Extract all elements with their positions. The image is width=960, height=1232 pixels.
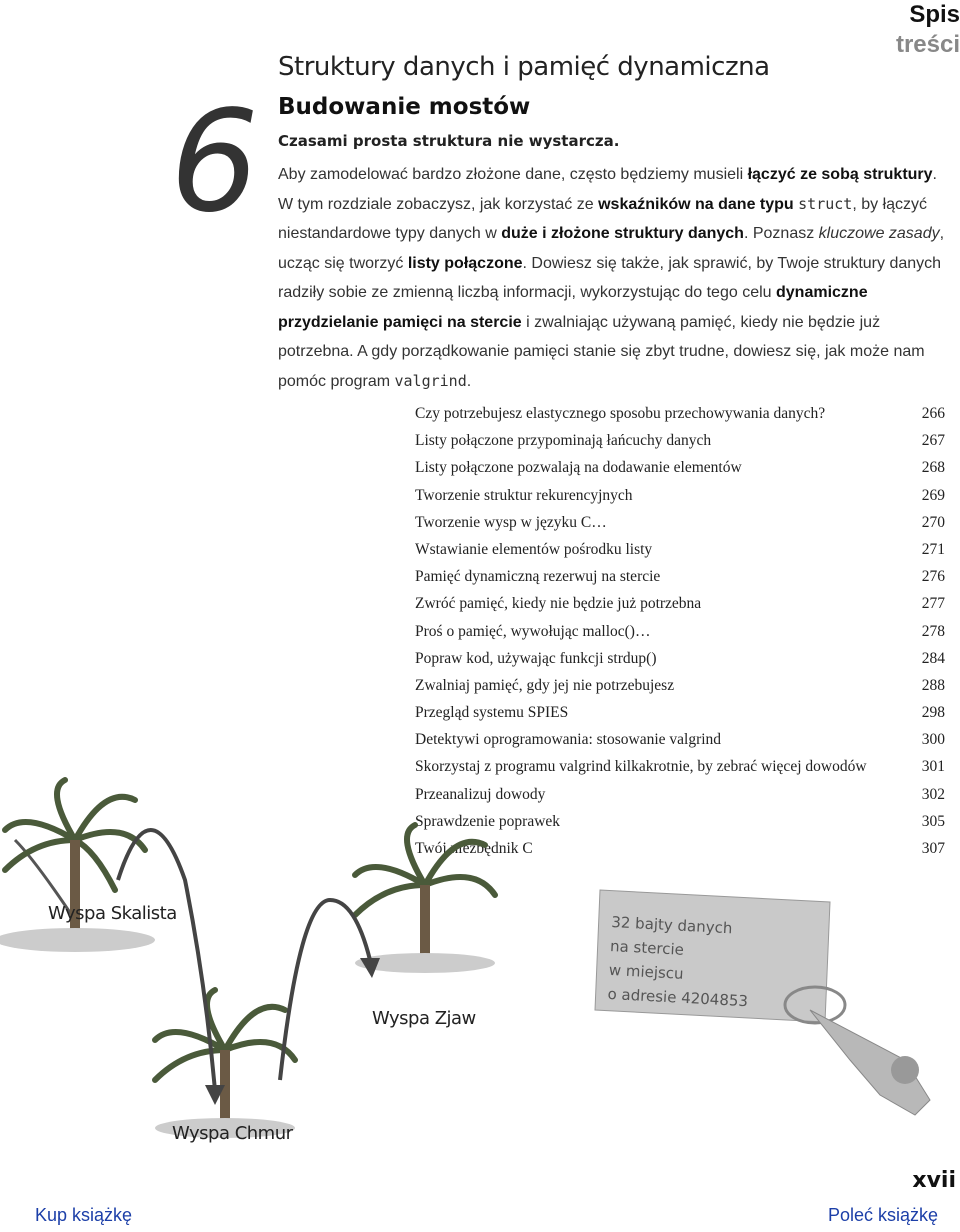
toc-entry-title: Proś o pamięć, wywołując malloc()…: [415, 622, 651, 640]
palm-tree-icon: [355, 825, 495, 973]
palm-tree-icon: [0, 780, 155, 952]
island-label-zjaw: Wyspa Zjaw: [372, 1008, 476, 1029]
chapter-title: Struktury danych i pamięć dynamiczna: [278, 52, 770, 82]
paragraph-segment: , ucząc się tworzyć: [278, 225, 945, 272]
toc-entry-title: Zwróć pamięć, kiedy nie będzie już potrzebna: [415, 595, 702, 613]
toc-entry-page: 267: [921, 432, 945, 450]
toc-entry-page: 284: [921, 649, 945, 667]
toc-entry-title: Zwalniaj pamięć, gdy jej nie potrzebujesz: [415, 676, 675, 694]
tag-line: o adresie 4204853: [607, 984, 749, 1011]
toc-entry-title: Tworzenie struktur rekurencyjnych: [415, 486, 633, 504]
toc-entry-title: Twój niezbędnik C: [415, 840, 533, 857]
toc-entry-page: 270: [921, 513, 945, 531]
key-tag-text: [607, 910, 752, 1013]
toc-entry-title: Skorzystaj z programu valgrind kilkakrotnie, by zebrać więcej dowodów: [415, 758, 867, 776]
toc-entry-page: 278: [921, 622, 945, 640]
tag-line: na stercie: [609, 936, 685, 959]
toc-entry[interactable]: [415, 400, 945, 427]
paragraph-segment: . Dowiesz się także, jak sprawić, by Twoje struktury danych radziły sobie ze zmienną liczbą informacji, wykorzystując do tego celu: [278, 254, 942, 301]
toc-entry-page: 305: [921, 812, 945, 830]
paragraph-segment: i zwalniając używaną pamięć, kiedy nie będzie już potrzebna. A gdy porządkowanie pamięci stanie się zbyt trudne, dowiesz się, jak może nam pomóc program: [278, 313, 925, 390]
island-label-chmur: Wyspa Chmur: [172, 1123, 293, 1144]
paragraph-segment: listy połączone: [407, 254, 523, 272]
island-label-skalista: Wyspa Skalista: [48, 903, 177, 924]
toc-entry-title: Detektywi oprogramowania: stosowanie valgrind: [415, 731, 722, 749]
islands-illustration: [0, 760, 960, 1160]
header-word-2: treści: [895, 31, 960, 58]
toc-entry-title: Listy połączone przypominają łańcuchy danych: [415, 432, 712, 450]
toc-entry-title: Czy potrzebujesz elastycznego sposobu przechowywania danych?: [415, 405, 826, 422]
palm-tree-icon: [155, 990, 295, 1138]
paragraph-segment: , by łączyć niestandardowe typy danych w: [278, 195, 928, 242]
paragraph-segment: valgrind: [394, 371, 467, 390]
section-header: [850, 0, 960, 60]
paragraph-segment: łączyć ze sobą struktury: [747, 166, 933, 183]
chapter-number: 6: [170, 81, 260, 244]
toc-entry[interactable]: [415, 427, 945, 454]
toc-entry-page: 271: [921, 540, 945, 558]
toc-entry-title: Popraw kod, używając funkcji strdup(): [415, 649, 657, 667]
paragraph-segment: . Poznasz: [743, 225, 819, 242]
chapter-subtitle: Budowanie mostów: [278, 94, 531, 120]
toc-entry[interactable]: [415, 482, 945, 509]
toc-entry-page: 269: [921, 486, 945, 504]
chapter-lead: Czasami prosta struktura nie wystarcza.: [278, 132, 620, 150]
toc-entry[interactable]: [415, 618, 945, 645]
toc-entry-page: 277: [921, 595, 945, 613]
toc-entry-title: Przegląd systemu SPIES: [415, 704, 569, 722]
toc-entry-page: 268: [921, 459, 945, 477]
header-word-1: Spis: [909, 1, 960, 28]
paragraph-segment: . W tym rozdziale zobaczysz, jak korzystać ze: [278, 166, 937, 213]
arrow-icon: [280, 900, 370, 1080]
toc-entry-title: Wstawianie elementów pośrodku listy: [415, 540, 653, 558]
paragraph-segment: .: [466, 372, 472, 390]
toc-entry-page: 307: [921, 840, 945, 857]
toc-entry-title: Tworzenie wysp w języku C…: [415, 513, 607, 531]
toc-entry-title: Sprawdzenie poprawek: [415, 812, 561, 830]
toc-entry-page: 301: [921, 758, 945, 776]
tag-line: 32 bajty danych: [610, 912, 733, 938]
toc-entry[interactable]: [415, 454, 945, 481]
toc-entry-page: 298: [921, 704, 945, 722]
paragraph-segment: struct: [798, 194, 853, 213]
toc-entry-page: 302: [921, 785, 945, 803]
buy-book-link[interactable]: Kup książkę: [35, 1205, 133, 1225]
recommend-book-link[interactable]: Poleć książkę: [827, 1205, 938, 1225]
paragraph-segment: duże i złożone struktury danych: [501, 225, 744, 242]
toc-entry-title: Przeanalizuj dowody: [415, 785, 546, 803]
toc-entry[interactable]: [415, 699, 945, 726]
toc-entry[interactable]: [415, 590, 945, 617]
paragraph-segment: dynamiczne przydzielanie pamięci na stercie: [278, 284, 868, 331]
toc-entry-page: 300: [921, 731, 945, 749]
toc-entry[interactable]: [415, 645, 945, 672]
toc-entry[interactable]: [415, 563, 945, 590]
toc-entry-page: 288: [921, 676, 945, 694]
toc-entry-title: Pamięć dynamiczną rezerwuj na stercie: [415, 568, 661, 586]
chapter-intro-paragraph: [278, 160, 950, 396]
toc-entry[interactable]: [415, 509, 945, 536]
toc-entry-title: Listy połączone pozwalają na dodawanie elementów: [415, 459, 742, 477]
paragraph-segment: kluczowe zasady: [818, 225, 940, 242]
toc-entry[interactable]: [415, 672, 945, 699]
tag-line: w miejscu: [608, 960, 685, 983]
page-number: xvii: [912, 1168, 956, 1193]
toc-entry-page: 276: [921, 568, 945, 586]
toc-entry-page: 266: [921, 405, 945, 422]
toc-entry[interactable]: [415, 726, 945, 753]
toc-entry[interactable]: [415, 536, 945, 563]
paragraph-segment: wskaźników na dane typu: [598, 195, 799, 213]
paragraph-segment: Aby zamodelować bardzo złożone dane, często będziemy musieli: [278, 166, 748, 183]
